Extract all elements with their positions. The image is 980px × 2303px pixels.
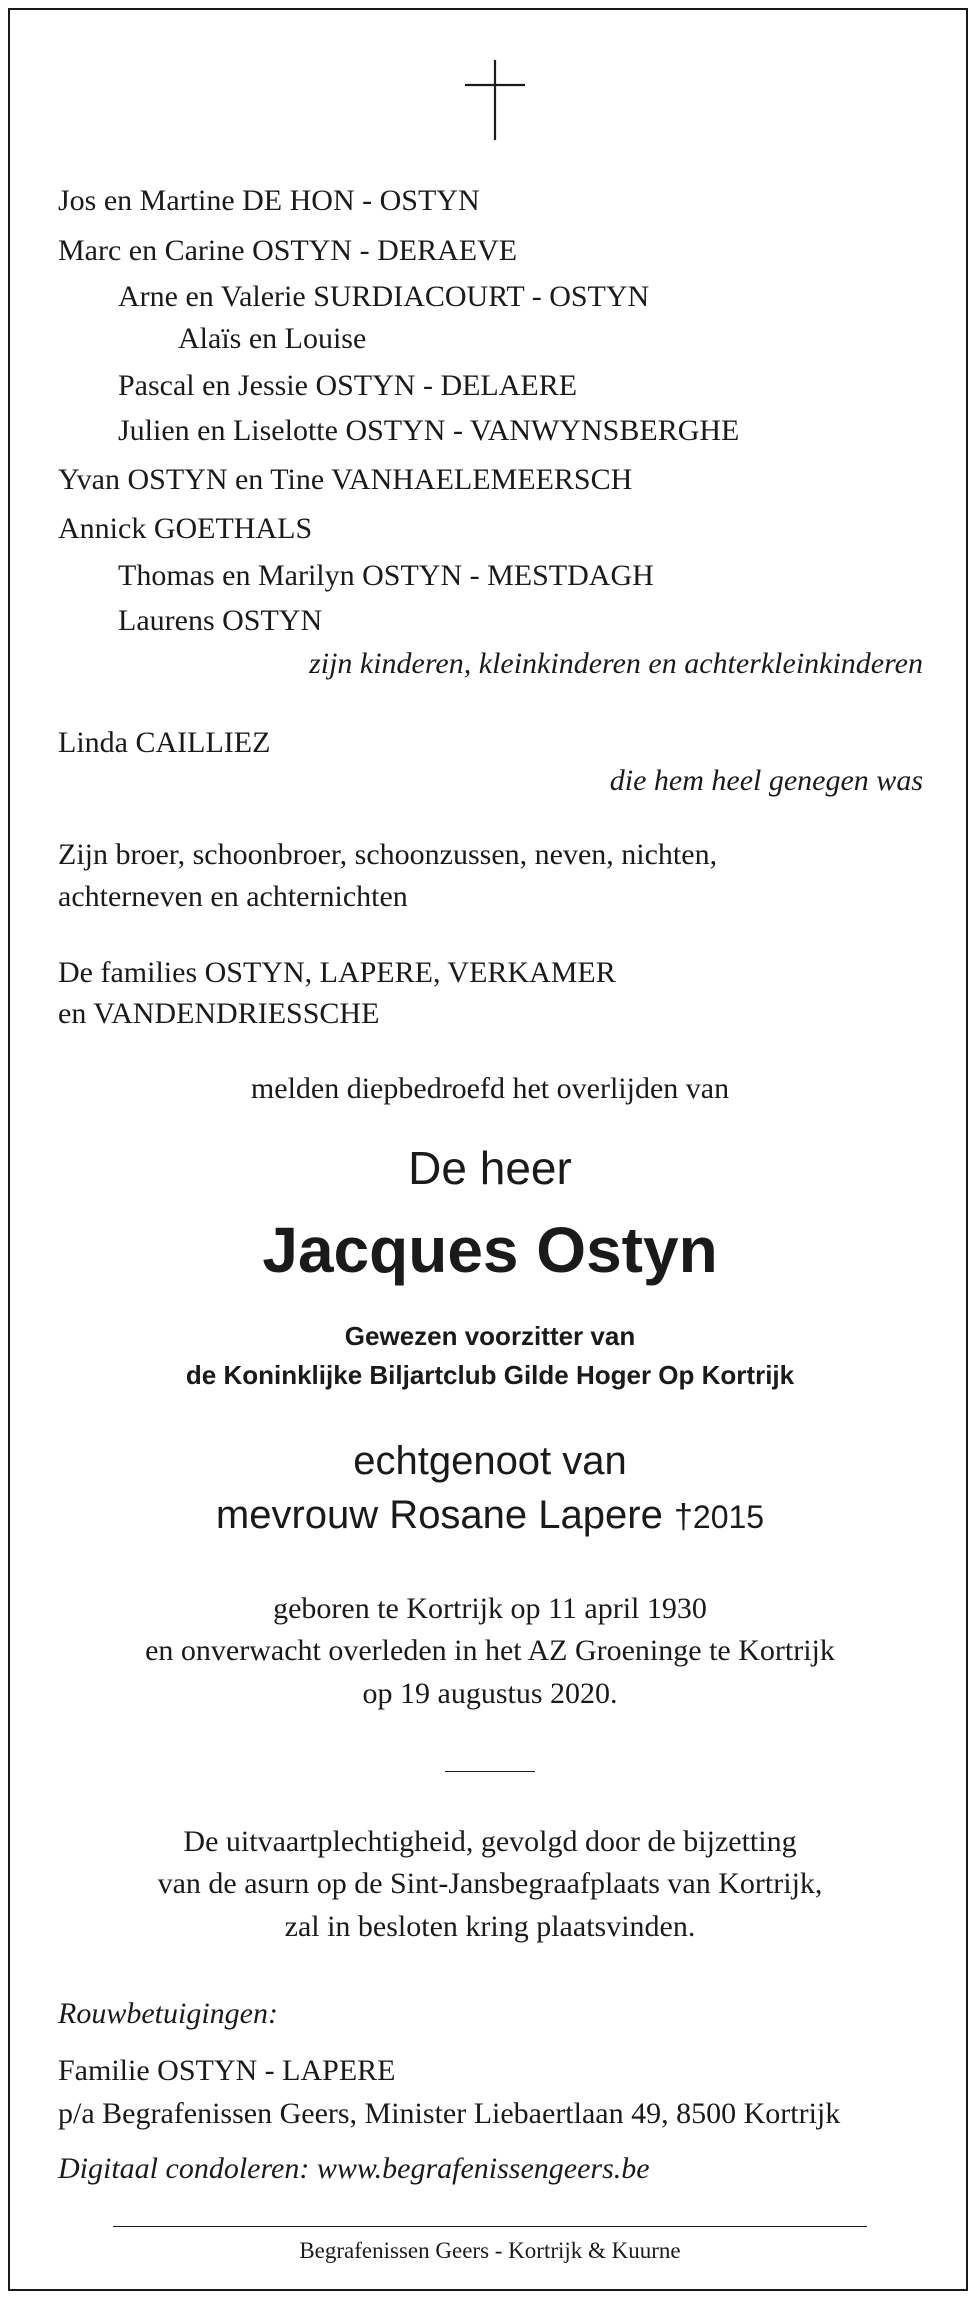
family-line-8: Annick GOETHALS — [58, 512, 313, 545]
birth-line-1: geboren te Kortrijk op 11 april 1930 — [273, 1592, 707, 1625]
birth-line-2: en onverwacht overleden in het AZ Groeninge te Kortrijk — [145, 1634, 835, 1667]
family-line-1: Jos en Martine DE HON - OSTYN — [58, 184, 480, 217]
cross-icon — [465, 60, 525, 140]
spouse-line-1: echtgenoot van — [353, 1439, 627, 1483]
family-line-6: Julien en Liselotte OSTYN - VANWYNSBERGHE — [118, 414, 740, 447]
divider-long — [113, 2226, 867, 2227]
family-line-15: en VANDENDRIESSCHE — [58, 997, 380, 1030]
role-line-1: Gewezen voorzitter van — [344, 1321, 636, 1351]
condolence-heading: Rouwbetuigingen: — [58, 1997, 278, 2030]
family-line-10: Laurens OSTYN — [118, 604, 323, 637]
deceased-name: Jacques Ostyn — [262, 1214, 718, 1286]
announcement: melden diepbedroefd het overlijden van — [250, 1072, 730, 1105]
family-line-9: Thomas en Marilyn OSTYN - MESTDAGH — [118, 559, 654, 592]
family-caption-1: zijn kinderen, kleinkinderen en achterkleinkinderen — [309, 647, 923, 680]
funeral-line-3: zal in besloten kring plaatsvinden. — [284, 1910, 696, 1943]
footer-funeral-home: Begrafenissen Geers - Kortrijk & Kuurne — [299, 2238, 681, 2263]
family-line-13: achterneven en achternichten — [58, 880, 408, 913]
funeral-line-1: De uitvaartplechtigheid, gevolgd door de bijzetting — [183, 1825, 797, 1858]
role-line-2: de Koninklijke Biljartclub Gilde Hoger Op Kortrijk — [185, 1360, 795, 1390]
family-line-4: Alaïs en Louise — [178, 322, 367, 355]
birth-line-3: op 19 augustus 2020. — [362, 1677, 618, 1710]
family-line-14: De families OSTYN, LAPERE, VERKAMER — [58, 956, 616, 989]
honorific-title: De heer — [408, 1142, 572, 1194]
family-caption-2: die hem heel genegen was — [609, 764, 923, 797]
digital-condolence-link[interactable]: Digitaal condoleren: www.begrafenissengeers.be — [58, 2152, 650, 2185]
family-line-2: Marc en Carine OSTYN - DERAEVE — [58, 234, 518, 267]
family-line-11: Linda CAILLIEZ — [58, 726, 271, 759]
spouse-death-year: 2015 — [692, 1499, 765, 1535]
family-line-12: Zijn broer, schoonbroer, schoonzussen, neven, nichten, — [58, 838, 718, 871]
spouse-line-2 — [0, 1489, 980, 1543]
divider-short — [445, 1771, 535, 1772]
family-line-3: Arne en Valerie SURDIACOURT - OSTYN — [118, 280, 650, 313]
contact-line-1: Familie OSTYN - LAPERE — [58, 2054, 396, 2087]
dagger-icon: † — [673, 1498, 693, 1536]
contact-line-2: p/a Begrafenissen Geers, Minister Liebaertlaan 49, 8500 Kortrijk — [58, 2097, 841, 2130]
family-line-7: Yvan OSTYN en Tine VANHAELEMEERSCH — [58, 463, 633, 496]
family-line-5: Pascal en Jessie OSTYN - DELAERE — [118, 369, 578, 402]
funeral-line-2: van de asurn op de Sint-Jansbegraafplaats van Kortrijk, — [157, 1867, 823, 1900]
spouse-name: mevrouw Rosane Lapere — [215, 1493, 663, 1537]
